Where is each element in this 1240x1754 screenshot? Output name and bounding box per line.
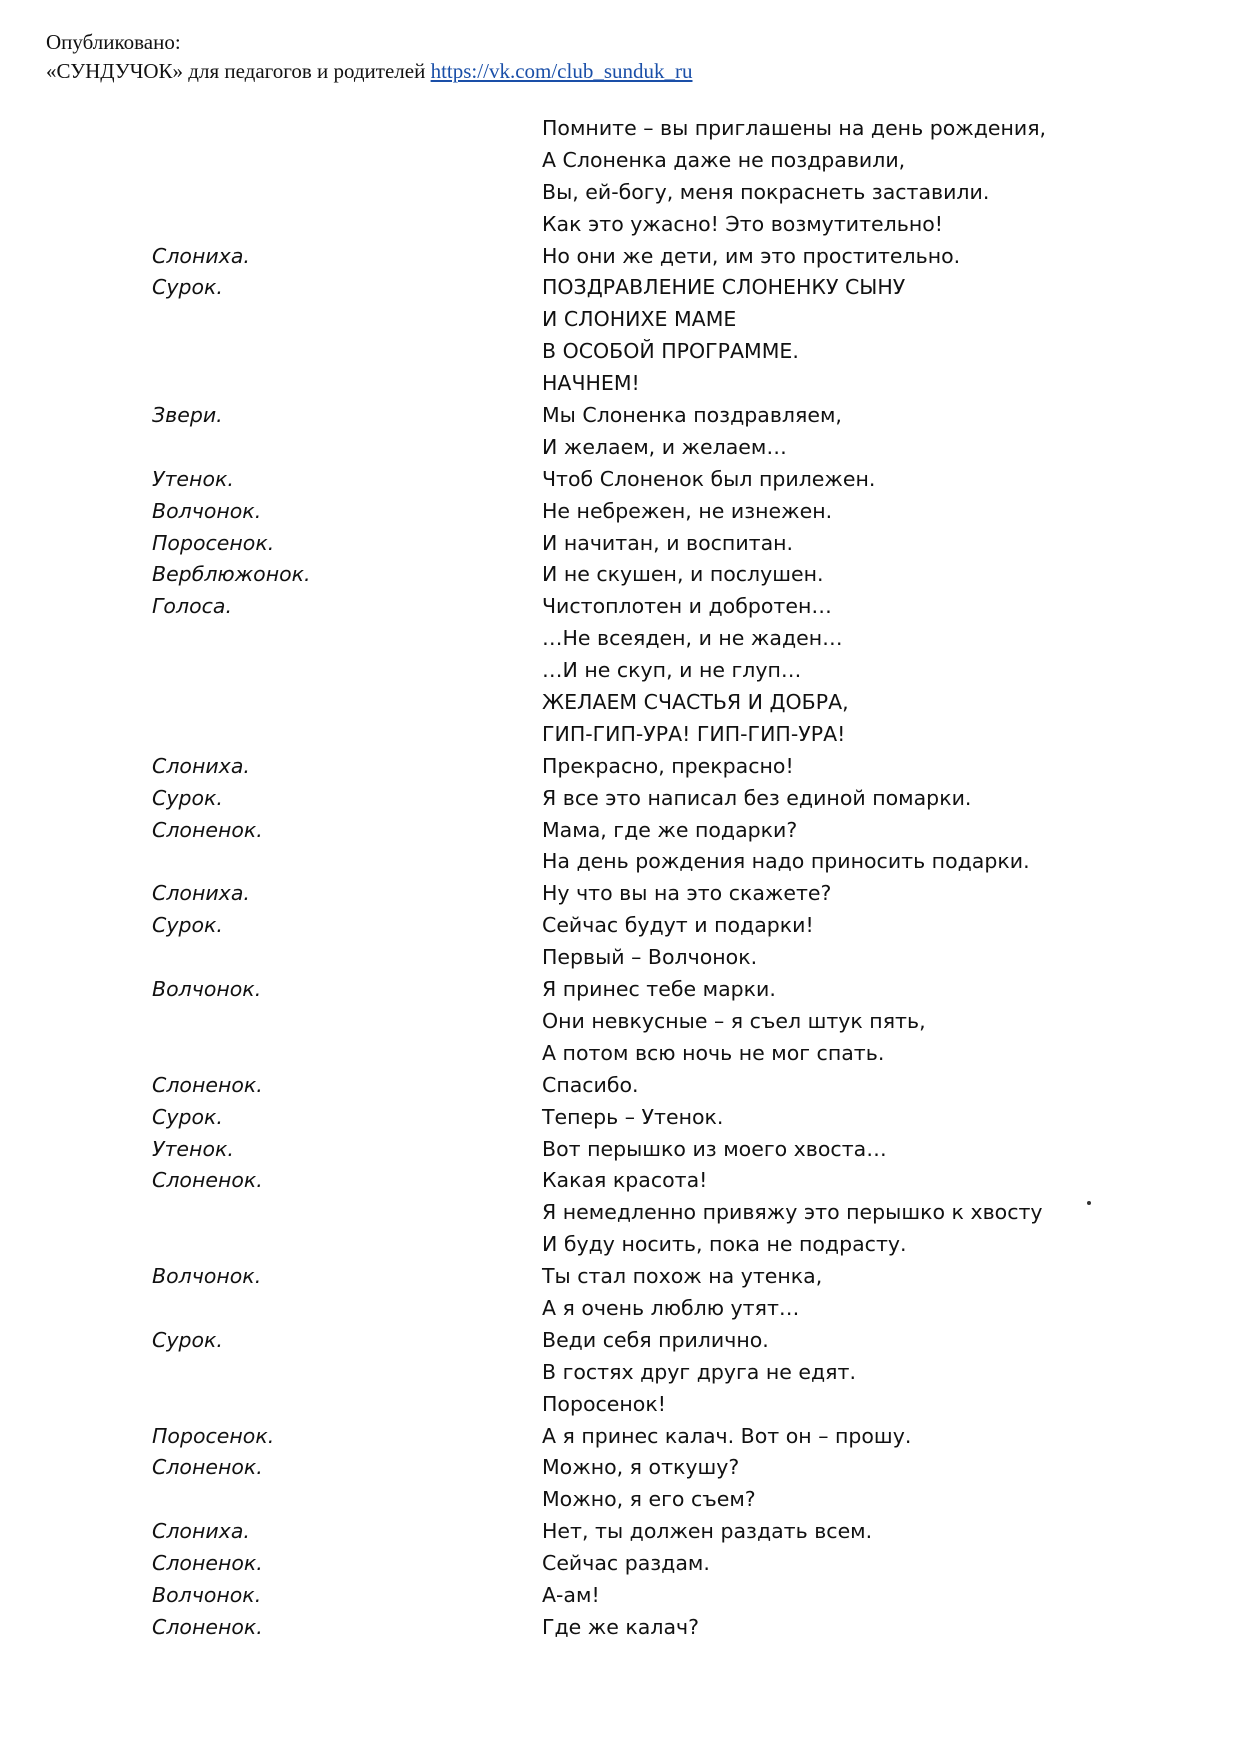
dialogue-text: И не скушен, и послушен. [542, 562, 824, 587]
speaker-name: Поросенок. [152, 1423, 275, 1448]
dialogue-text: Первый – Волчонок. [542, 945, 758, 970]
published-label: Опубликовано: [46, 30, 181, 54]
script-line [0, 1420, 1240, 1452]
speaker-name: Голоса. [152, 594, 232, 619]
dialogue-text: Теперь – Утенок. [542, 1104, 724, 1129]
script-line [0, 814, 1240, 846]
speaker-name: Слоненок. [152, 1551, 263, 1576]
dialogue-text: Мы Слоненка поздравляем, [542, 403, 842, 428]
dialogue-text: А потом всю ночь не мог спать. [542, 1040, 885, 1065]
dialogue-text: Нет, ты должен раздать всем. [542, 1519, 873, 1544]
script-line [0, 590, 1240, 622]
script-line [0, 1164, 1240, 1196]
speaker-name: Сурок. [152, 275, 223, 300]
script-line [0, 399, 1240, 431]
script-line [0, 1324, 1240, 1356]
dialogue-text: В гостях друг друга не едят. [542, 1359, 856, 1384]
script-line [0, 622, 1240, 654]
script-line [0, 1196, 1240, 1228]
script-line [0, 208, 1240, 240]
dialogue-text: В ОСОБОЙ ПРОГРАММЕ. [542, 339, 799, 364]
speaker-name: Утенок. [152, 466, 234, 491]
speaker-name: Слониха. [152, 1519, 250, 1544]
dialogue-text: Вот перышко из моего хвоста… [542, 1136, 887, 1161]
play-script [0, 112, 1240, 1643]
dialogue-text: Они невкусные – я съел штук пять, [542, 1008, 926, 1033]
publication-header [46, 28, 693, 86]
script-line [0, 1579, 1240, 1611]
script-line [0, 845, 1240, 877]
speaker-name: Верблюжонок. [152, 562, 311, 587]
speaker-name: Слоненок. [152, 1168, 263, 1193]
speaker-name: Сурок. [152, 913, 223, 938]
script-line [0, 240, 1240, 272]
dialogue-text: Какая красота! [542, 1168, 708, 1193]
dialogue-text: Как это ужасно! Это возмутительно! [542, 211, 943, 236]
dialogue-text: И СЛОНИХЕ МАМЕ [542, 307, 737, 332]
dialogue-text: Не небрежен, не изнежен. [542, 498, 833, 523]
dialogue-text: Поросенок! [542, 1391, 666, 1416]
speaker-name: Слониха. [152, 243, 250, 268]
publisher-link[interactable]: https://vk.com/club_sunduk_ru [430, 59, 693, 83]
dialogue-text: А я принес калач. Вот он – прошу. [542, 1423, 912, 1448]
script-line [0, 1547, 1240, 1579]
dialogue-text: Можно, я откушу? [542, 1455, 740, 1480]
script-line [0, 303, 1240, 335]
speaker-name: Поросенок. [152, 530, 275, 555]
dialogue-text: Я принес тебе марки. [542, 977, 776, 1002]
dialogue-text: Где же калач? [542, 1614, 700, 1639]
script-line [0, 431, 1240, 463]
script-line [0, 271, 1240, 303]
dialogue-text: Чтоб Слоненок был прилежен. [542, 466, 876, 491]
speaker-name: Слоненок. [152, 1614, 263, 1639]
speaker-name: Волчонок. [152, 1582, 262, 1607]
dialogue-text: Ты стал похож на утенка, [542, 1264, 823, 1289]
script-line [0, 1005, 1240, 1037]
script-line [0, 654, 1240, 686]
script-line [0, 558, 1240, 590]
script-line [0, 1228, 1240, 1260]
script-line [0, 1451, 1240, 1483]
script-line [0, 1101, 1240, 1133]
dialogue-text: ПОЗДРАВЛЕНИЕ СЛОНЕНКУ СЫНУ [542, 275, 906, 300]
script-line [0, 782, 1240, 814]
publisher-line [46, 57, 693, 86]
script-line [0, 1483, 1240, 1515]
speaker-name: Слоненок. [152, 817, 263, 842]
script-line [0, 877, 1240, 909]
publisher-text: «СУНДУЧОК» для педагогов и родителей [46, 59, 426, 83]
speaker-name: Звери. [152, 403, 223, 428]
dialogue-text: …И не скуп, и не глуп… [542, 658, 802, 683]
dialogue-text: Сейчас раздам. [542, 1551, 710, 1576]
script-line [0, 1133, 1240, 1165]
speaker-name: Слониха. [152, 753, 250, 778]
script-line [0, 973, 1240, 1005]
scan-speck [1087, 1201, 1091, 1205]
dialogue-text: И начитан, и воспитан. [542, 530, 794, 555]
script-line [0, 718, 1240, 750]
dialogue-text: Можно, я его съем? [542, 1487, 756, 1512]
script-line [0, 1515, 1240, 1547]
dialogue-text: А я очень люблю утят… [542, 1295, 800, 1320]
script-line [0, 941, 1240, 973]
script-line [0, 1069, 1240, 1101]
script-line [0, 495, 1240, 527]
dialogue-text: И желаем, и желаем… [542, 434, 787, 459]
speaker-name: Сурок. [152, 785, 223, 810]
speaker-name: Волчонок. [152, 498, 262, 523]
dialogue-text: Помните – вы приглашены на день рождения, [542, 116, 1047, 140]
speaker-name: Сурок. [152, 1104, 223, 1129]
dialogue-text: Веди себя прилично. [542, 1327, 769, 1352]
script-line [0, 1260, 1240, 1292]
script-line [0, 1611, 1240, 1643]
dialogue-text: Прекрасно, прекрасно! [542, 753, 794, 778]
dialogue-text: Чистоплотен и добротен… [542, 594, 832, 619]
dialogue-text: Я немедленно привяжу это перышко к хвосту [542, 1200, 1043, 1225]
script-line [0, 463, 1240, 495]
speaker-name: Слониха. [152, 881, 250, 906]
speaker-name: Волчонок. [152, 977, 262, 1002]
dialogue-text: Мама, где же подарки? [542, 817, 798, 842]
dialogue-text: А-ам! [542, 1582, 600, 1607]
speaker-name: Слоненок. [152, 1455, 263, 1480]
script-line [0, 1356, 1240, 1388]
dialogue-text: А Слоненка даже не поздравили, [542, 147, 906, 172]
script-line [0, 112, 1240, 144]
speaker-name: Волчонок. [152, 1264, 262, 1289]
speaker-name: Слоненок. [152, 1072, 263, 1097]
dialogue-text: НАЧНЕМ! [542, 371, 640, 396]
dialogue-text: …Не всеяден, и не жаден… [542, 626, 843, 651]
script-line [0, 909, 1240, 941]
script-line [0, 335, 1240, 367]
dialogue-text: ГИП-ГИП-УРА! ГИП-ГИП-УРА! [542, 721, 846, 746]
dialogue-text: Сейчас будут и подарки! [542, 913, 814, 938]
script-line [0, 750, 1240, 782]
dialogue-text: Но они же дети, им это простительно. [542, 243, 961, 268]
script-line [0, 1388, 1240, 1420]
dialogue-text: Вы, ей-богу, меня покраснеть заставили. [542, 179, 990, 204]
speaker-name: Сурок. [152, 1327, 223, 1352]
script-line [0, 367, 1240, 399]
speaker-name: Утенок. [152, 1136, 234, 1161]
script-line [0, 1037, 1240, 1069]
dialogue-text: И буду носить, пока не подрасту. [542, 1232, 907, 1257]
script-line [0, 686, 1240, 718]
dialogue-text: Спасибо. [542, 1072, 639, 1097]
script-line [0, 527, 1240, 559]
script-line [0, 176, 1240, 208]
dialogue-text: На день рождения надо приносить подарки. [542, 849, 1030, 874]
script-line [0, 1292, 1240, 1324]
dialogue-text: Ну что вы на это скажете? [542, 881, 832, 906]
dialogue-text: ЖЕЛАЕМ СЧАСТЬЯ И ДОБРА, [542, 690, 849, 715]
dialogue-text: Я все это написал без единой помарки. [542, 785, 972, 810]
script-line [0, 144, 1240, 176]
